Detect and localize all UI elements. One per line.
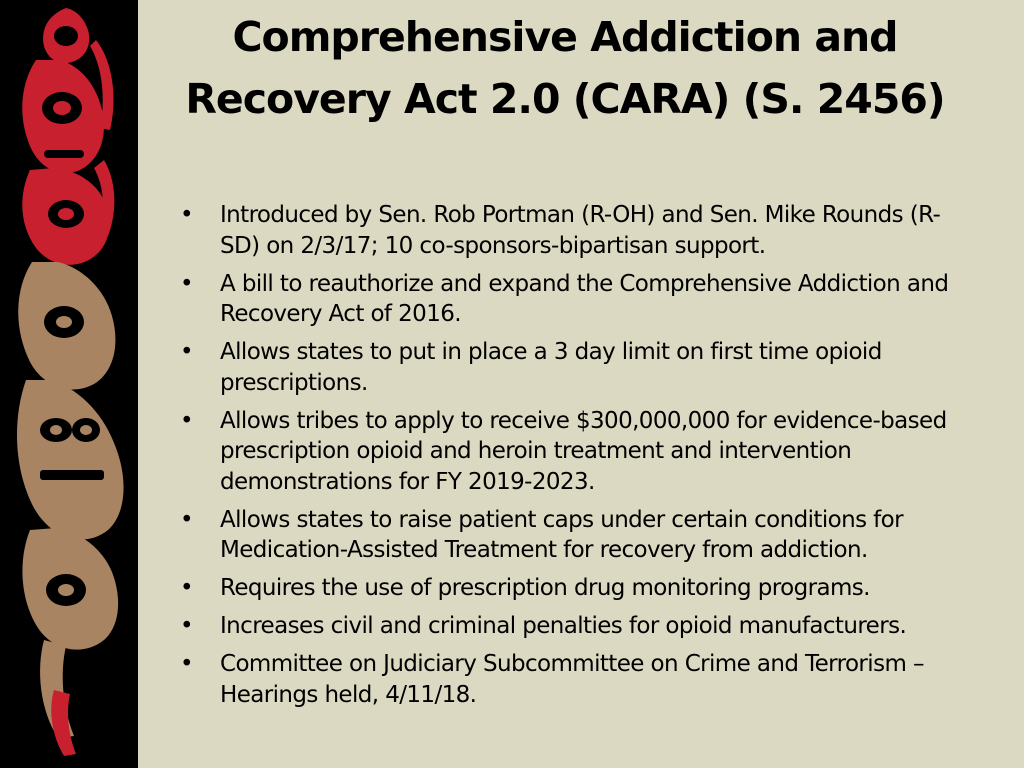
- bullet-text: Increases civil and criminal penalties for opioid manufacturers.: [220, 613, 907, 639]
- bullet-text: Committee on Judiciary Subcommittee on Crime and Terrorism – Hearings held, 4/11/18.: [220, 651, 924, 708]
- list-item: [176, 337, 966, 398]
- list-item: [176, 505, 966, 566]
- bullet-icon: •: [180, 651, 193, 677]
- list-item: [176, 406, 966, 498]
- bullet-text: Requires the use of prescription drug monitoring programs.: [220, 575, 870, 601]
- list-item: [176, 649, 966, 710]
- bullet-icon: •: [180, 202, 193, 228]
- bullet-text: Allows tribes to apply to receive $300,000,000 for evidence-based prescription opioid and heroin treatment and intervention demonstrations for FY 2019-2023.: [220, 407, 947, 495]
- list-item: [176, 200, 966, 261]
- formline-art-icon: [0, 0, 138, 768]
- list-item: [176, 611, 966, 642]
- bullet-text: A bill to reauthorize and expand the Comprehensive Addiction and Recovery Act of 2016.: [220, 270, 949, 327]
- list-item: [176, 573, 966, 604]
- bullet-icon: •: [180, 270, 193, 297]
- bullet-icon: •: [180, 575, 193, 601]
- bullet-icon: •: [180, 506, 193, 533]
- bullet-text: Allows states to raise patient caps under certain conditions for Medication-Assisted Treatment for recovery from addiction.: [220, 506, 904, 563]
- bullet-icon: •: [180, 339, 193, 365]
- title-line-1: Comprehensive Addiction and: [232, 13, 898, 61]
- bullet-icon: •: [180, 613, 193, 639]
- list-item: [176, 269, 966, 330]
- slide-title: [150, 6, 980, 130]
- decorative-left-band: [0, 0, 138, 768]
- bullet-text: Allows states to put in place a 3 day limit on first time opioid prescriptions.: [220, 339, 882, 396]
- bullet-list: [176, 200, 966, 718]
- bullet-text: Introduced by Sen. Rob Portman (R-OH) and Sen. Mike Rounds (R-SD) on 2/3/17; 10 co-sponsors-bipartisan support.: [220, 202, 941, 259]
- title-line-2: Recovery Act 2.0 (CARA) (S. 2456): [185, 75, 945, 123]
- bullet-icon: •: [180, 407, 193, 434]
